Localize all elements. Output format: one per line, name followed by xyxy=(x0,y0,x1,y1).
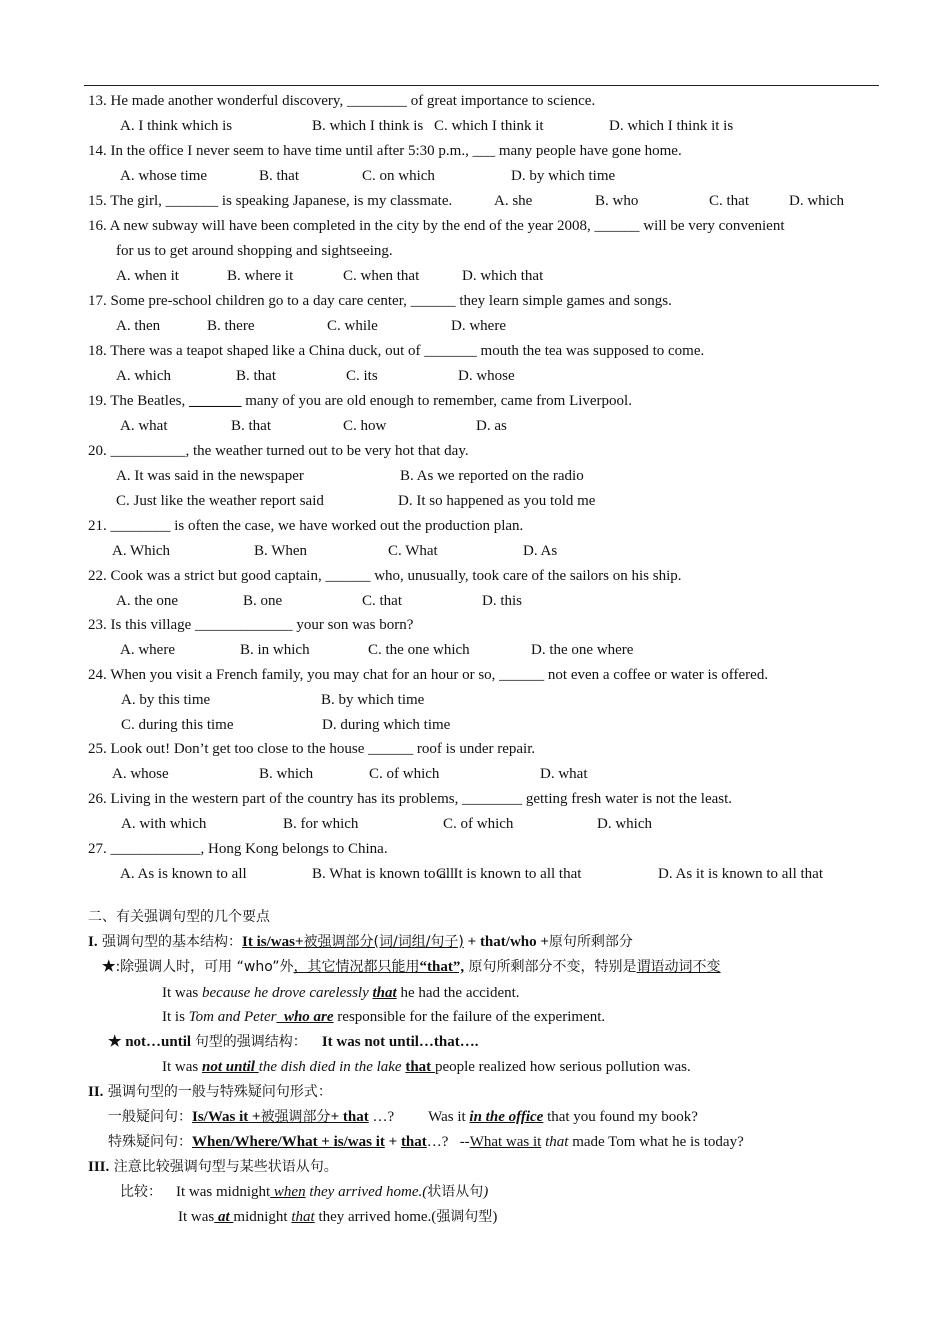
sq-plus: + xyxy=(384,1134,401,1150)
cmp1-a: It was midnight xyxy=(176,1184,271,1200)
sq-that: that xyxy=(400,1134,427,1150)
gq-is-was-it: Is/Was it + xyxy=(192,1109,261,1125)
not-until-label: ★ not…until xyxy=(108,1034,195,1050)
sq-ex-what-was-it: What was it xyxy=(469,1134,542,1150)
sq-ellipsis: …? -- xyxy=(426,1134,470,1150)
point-1-it-is-was: It is/was+ xyxy=(242,934,304,950)
point-1-number: I. xyxy=(88,934,98,950)
cmp2-midnight: midnight xyxy=(233,1209,292,1225)
gq-ellipsis: …? xyxy=(368,1109,395,1125)
q27-option-a: A. As is known to all xyxy=(120,866,247,882)
cmp1-b: they arrived home.( xyxy=(305,1184,428,1200)
question-15-stem: 15. The girl, _______ is speaking Japanese, is my classmate. xyxy=(88,193,453,209)
note-part-4: 原句所剩部分不变，特别是 xyxy=(464,959,637,975)
ex1-d: he had the accident. xyxy=(396,985,520,1001)
header-rule xyxy=(84,85,879,86)
cmp1-when: when xyxy=(270,1184,306,1200)
q19-option-c: C. how xyxy=(343,418,387,434)
q14-option-c: C. on which xyxy=(362,168,435,184)
question-18-stem: 18. There was a teapot shaped like a China duck, out of _______ mouth the tea was supposed to come. xyxy=(88,343,705,359)
gq-ex-b: that you found my book? xyxy=(543,1109,698,1125)
q24-option-a: A. by this time xyxy=(121,692,211,708)
star-icon: ★ xyxy=(102,959,116,975)
q19-option-b: B. that xyxy=(231,418,271,434)
question-24-stem: 24. When you visit a French family, you may chat for an hour or so, ______ not even a coffee or water is offered. xyxy=(88,667,769,683)
q19-blank: _______ xyxy=(188,393,242,409)
ex3-c: the dish died in the lake xyxy=(258,1059,406,1075)
cmp1-close: ) xyxy=(483,1184,489,1200)
q19-option-a: A. what xyxy=(120,418,168,434)
q26-option-a: A. with which xyxy=(121,816,207,832)
q15-option-d: D. which xyxy=(789,193,844,209)
ex2-a: It is xyxy=(162,1009,189,1025)
q17-option-b: B. there xyxy=(207,318,255,334)
point-1-note xyxy=(102,958,721,976)
q23-option-a: A. where xyxy=(120,642,175,658)
ex3-not-until: not until xyxy=(202,1059,259,1075)
sq-ex-b: made Tom what he is today? xyxy=(568,1134,744,1150)
point-3-number: III. xyxy=(88,1159,110,1175)
question-16-stem: 16. A new subway will have been completed in the city by the end of the year 2008, ______ will be very convenient xyxy=(88,218,785,234)
q25-option-d: D. what xyxy=(540,766,588,782)
note-that: “that”, xyxy=(419,959,465,975)
q20-option-a: A. It was said in the newspaper xyxy=(116,468,304,484)
q26-option-c: C. of which xyxy=(443,816,514,832)
ex2-d: responsible for the failure of the experiment. xyxy=(333,1009,606,1025)
q25-option-a: A. whose xyxy=(112,766,169,782)
q21-option-a: A. Which xyxy=(112,543,171,559)
not-until-desc: 句型的强调结构： xyxy=(194,1034,307,1050)
gq-ex-a: Was it xyxy=(428,1109,470,1125)
comparison-2 xyxy=(178,1208,497,1226)
sq-label: 特殊疑问句： xyxy=(108,1134,192,1150)
question-27-stem: 27. ____________, Hong Kong belongs to China. xyxy=(88,841,388,857)
not-until-structure xyxy=(108,1033,479,1051)
question-22-stem: 22. Cook was a strict but good captain, ______ who, unusually, took care of the sailors on his ship. xyxy=(88,568,682,584)
q17-option-d: D. where xyxy=(451,318,506,334)
q24-option-d: D. during which time xyxy=(322,717,451,733)
cmp-label: 比较： xyxy=(120,1184,162,1200)
point-1-that-who: + that/who + xyxy=(463,934,549,950)
q13-option-c: C. which I think it xyxy=(434,118,544,134)
gq-label: 一般疑问句： xyxy=(108,1109,192,1125)
not-until-pattern: It was not until…that…. xyxy=(306,1034,479,1050)
cmp2-b: they arrived home.( xyxy=(314,1209,437,1225)
gq-emphasized: 被强调部分 xyxy=(260,1109,331,1125)
question-13-stem: 13. He made another wonderful discovery, ________ of great importance to science. xyxy=(88,93,596,109)
question-14-stem: 14. In the office I never seem to have time until after 5:30 p.m., ___ many people have gone home. xyxy=(88,143,682,159)
q27-option-c: C. It is known to all that xyxy=(436,866,582,882)
q19-stem-b: many of you are old enough to remember, came from Liverpool. xyxy=(241,393,632,409)
question-17-stem: 17. Some pre-school children go to a day care center, ______ they learn simple games and songs. xyxy=(88,293,672,309)
q18-option-b: B. that xyxy=(236,368,276,384)
example-3 xyxy=(162,1058,691,1076)
q17-option-c: C. while xyxy=(327,318,378,334)
q25-option-b: B. which xyxy=(259,766,314,782)
q22-option-b: B. one xyxy=(243,593,283,609)
q26-option-b: B. for which xyxy=(283,816,359,832)
q18-option-a: A. which xyxy=(116,368,171,384)
cmp2-that: that xyxy=(291,1209,315,1225)
q16-option-a: A. when it xyxy=(116,268,179,284)
ex3-that: that xyxy=(405,1059,435,1075)
q20-option-b: B. As we reported on the radio xyxy=(400,468,584,484)
question-21-stem: 21. ________ is often the case, we have worked out the production plan. xyxy=(88,518,524,534)
q18-option-c: C. its xyxy=(346,368,378,384)
point-2-number: II. xyxy=(88,1084,104,1100)
ex3-a: It was xyxy=(162,1059,202,1075)
sq-wh-is-was-it: When/Where/What + is/was it xyxy=(192,1134,385,1150)
q20-option-c: C. Just like the weather report said xyxy=(116,493,324,509)
q19-stem-a: 19. The Beatles, xyxy=(88,393,189,409)
q22-option-a: A. the one xyxy=(116,593,179,609)
q19-option-d: D. as xyxy=(476,418,507,434)
example-1 xyxy=(162,984,520,1002)
q21-option-d: D. As xyxy=(523,543,558,559)
q16-option-d: D. which that xyxy=(462,268,544,284)
q25-option-c: C. of which xyxy=(369,766,440,782)
point-2 xyxy=(88,1083,332,1101)
q18-option-d: D. whose xyxy=(458,368,515,384)
q15-option-c: C. that xyxy=(709,193,749,209)
ex1-a: It was xyxy=(162,985,202,1001)
question-26-stem: 26. Living in the western part of the country has its problems, ________ getting fresh water is not the least. xyxy=(88,791,733,807)
special-question-form xyxy=(108,1133,744,1151)
point-1-remaining-part: 原句所剩部分 xyxy=(548,934,633,950)
q16-option-b: B. where it xyxy=(227,268,294,284)
q22-option-c: C. that xyxy=(362,593,402,609)
q14-option-a: A. whose time xyxy=(120,168,208,184)
question-25-stem: 25. Look out! Don’t get too close to the house ______ roof is under repair. xyxy=(88,741,536,757)
note-part-5: 谓语动词不变 xyxy=(636,959,721,975)
ex1-b: because he drove carelessly xyxy=(202,985,373,1001)
q22-option-d: D. this xyxy=(482,593,523,609)
note-part-2: ，其它情况都只能用 xyxy=(293,959,420,975)
point-2-label: 强调句型的一般与特殊疑问句形式： xyxy=(103,1084,332,1100)
question-19-stem xyxy=(88,392,632,410)
q21-option-b: B. When xyxy=(254,543,308,559)
q24-option-c: C. during this time xyxy=(121,717,234,733)
point-1-emphasized-part: 被强调部分(词/词组/句子) xyxy=(303,934,464,950)
cmp2-type: 强调句型 xyxy=(436,1209,493,1225)
cmp2-a: It was xyxy=(178,1209,215,1225)
comparison-1 xyxy=(120,1183,488,1201)
question-16-stem-cont: for us to get around shopping and sightseeing. xyxy=(116,243,393,259)
ex3-e: people realized how serious pollution was. xyxy=(434,1059,691,1075)
cmp2-at: at xyxy=(214,1209,234,1225)
example-2 xyxy=(162,1008,605,1026)
question-23-stem: 23. Is this village _____________ your son was born? xyxy=(88,617,414,633)
q13-option-d: D. which I think it is xyxy=(609,118,734,134)
q14-option-b: B. that xyxy=(259,168,299,184)
cmp1-type: 状语从句 xyxy=(427,1184,484,1200)
q21-option-c: C. What xyxy=(388,543,438,559)
q14-option-d: D. by which time xyxy=(511,168,616,184)
ex2-b: Tom and Peter xyxy=(188,1009,277,1025)
point-3 xyxy=(88,1158,338,1176)
section-2-heading: 二、有关强调句型的几个要点 xyxy=(88,909,270,925)
q17-option-a: A. then xyxy=(116,318,161,334)
q20-option-d: D. It so happened as you told me xyxy=(398,493,596,509)
cmp2-close: ) xyxy=(492,1209,498,1225)
point-1-label: 强调句型的基本结构： xyxy=(97,934,243,950)
q23-option-b: B. in which xyxy=(240,642,310,658)
q16-option-c: C. when that xyxy=(343,268,420,284)
point-3-label: 注意比较强调句型与某些状语从句。 xyxy=(109,1159,338,1175)
ex2-who-are: who are xyxy=(276,1009,334,1025)
q27-option-b: B. What is known to all xyxy=(312,866,455,882)
q15-option-b: B. who xyxy=(595,193,639,209)
q24-option-b: B. by which time xyxy=(321,692,425,708)
gq-ex-in-the-office: in the office xyxy=(469,1109,544,1125)
q13-option-a: A. I think which is xyxy=(120,118,233,134)
ex1-that: that xyxy=(372,985,397,1001)
general-question-form xyxy=(108,1108,698,1126)
note-part-1: :除强调人时，可用 “who”外 xyxy=(115,959,294,975)
question-20-stem: 20. __________, the weather turned out to be very hot that day. xyxy=(88,443,469,459)
point-1-structure xyxy=(88,933,633,951)
sq-ex-that: that xyxy=(541,1134,569,1150)
gq-that: + that xyxy=(330,1109,369,1125)
q27-option-d: D. As it is known to all that xyxy=(658,866,823,882)
q26-option-d: D. which xyxy=(597,816,652,832)
q13-option-b: B. which I think is xyxy=(312,118,424,134)
q23-option-c: C. the one which xyxy=(368,642,470,658)
q23-option-d: D. the one where xyxy=(531,642,634,658)
q15-option-a: A. she xyxy=(494,193,533,209)
